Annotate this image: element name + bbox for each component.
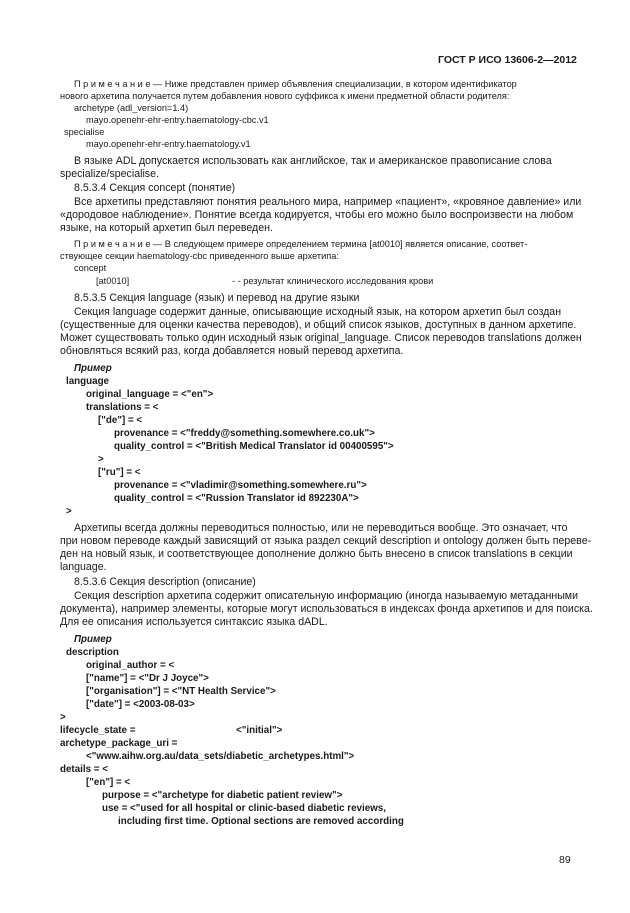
note-label: П р и м е ч а н и е	[74, 239, 151, 249]
code-line: mayo.openehr-ehr-entry.haematology.v1	[86, 139, 251, 149]
paragraph-line: В языке ADL допускается использовать как английское, так и американское правописание слова	[74, 155, 552, 167]
code-line: <"www.aihw.org.au/data_sets/diabetic_archetypes.html">	[86, 751, 355, 762]
page-number: 89	[559, 854, 571, 866]
note-1-line-2: нового архетипа получается путем добавления нового суффикса к имени предметной области родителя:	[60, 91, 510, 101]
standard-header: ГОСТ Р ИСО 13606-2—2012	[438, 54, 577, 66]
code-line: details = <	[60, 764, 108, 775]
paragraph-line: Секция language содержит данные, описывающие исходный язык, на котором архетип был создан	[74, 306, 562, 318]
paragraph-line: Все архетипы представляют понятия реального мира, например «пациент», «кровяное давление» или	[74, 196, 582, 208]
code-line: archetype_package_uri =	[60, 738, 178, 749]
code-line: use = <"used for all hospital or clinic-based diabetic reviews,	[102, 803, 386, 814]
code-line: ["de"] = <	[98, 415, 143, 426]
code-line: purpose = <"archetype for diabetic patient review">	[102, 790, 343, 801]
paragraph-line: обновляться всякий раз, когда добавляется новый перевод архетипа.	[60, 345, 404, 357]
paragraph-line: «дородовое наблюдение». Понятие всегда кодируется, чтобы его можно было воспроизвести на любом	[60, 209, 574, 221]
code-line: language	[66, 376, 110, 387]
section-heading-description: 8.5.3.6 Секция description (описание)	[74, 576, 256, 588]
paragraph-line: Может существовать только один исходный язык original_language. Список переводов translations должен	[60, 332, 582, 344]
code-line: archetype (adl_version=1.4)	[74, 103, 189, 113]
code-line: quality_control = <"Russion Translator id 892230A">	[114, 493, 359, 504]
code-line: original_language = <"en">	[86, 389, 214, 400]
paragraph-line: Для ее описания используется синтаксис языка dADL.	[60, 616, 328, 628]
note-2-line-1: П р и м е ч а н и е — В следующем примере определением термина [at0010] является описание, соответ-	[74, 239, 528, 249]
example-label: Пример	[74, 634, 112, 645]
code-line: description	[66, 647, 119, 658]
section-heading-concept: 8.5.3.4 Секция concept (понятие)	[74, 182, 236, 194]
code-line: provenance = <"freddy@something.somewhere.co.uk">	[114, 428, 375, 439]
code-line: >	[60, 712, 66, 723]
code-line: ["ru"] = <	[98, 467, 141, 478]
note-label: П р и м е ч а н и е	[74, 79, 151, 89]
code-term: [at0010]	[96, 276, 130, 286]
code-line: specialise	[64, 127, 105, 137]
code-term-description: - - результат клинического исследования крови	[232, 276, 434, 286]
note-2-line-2: ствующее секции haematology-cbc приведенного выше архетипа:	[60, 251, 339, 261]
code-line: lifecycle_state =	[60, 725, 136, 736]
note-1-line-1: П р и м е ч а н и е — Ниже представлен пример объявления специализации, в котором идентификатор	[74, 79, 517, 89]
code-line: translations = <	[86, 402, 159, 413]
code-line: ["organisation"] = <"NT Health Service">	[86, 686, 276, 697]
section-heading-language: 8.5.3.5 Секция language (язык) и перевод на другие языки	[74, 292, 360, 304]
paragraph-line: (существенные для оценки качества переводов), и общий список языков, доступных в данном архетипе.	[60, 319, 577, 331]
code-line: >	[98, 454, 104, 465]
code-line: <"initial">	[236, 725, 283, 736]
paragraph-line: Архетипы всегда должны переводиться полностью, или не переводиться вообще. Это означает, что	[74, 522, 568, 534]
code-line: ["name"] = <"Dr J Joyce">	[86, 673, 209, 684]
code-line: quality_control = <"British Medical Translator id 00400595">	[114, 441, 394, 452]
example-label: Пример	[74, 363, 112, 374]
paragraph-line: языке, на который архетип был переведен.	[60, 222, 273, 234]
code-line: concept	[74, 263, 107, 273]
paragraph-line: language.	[60, 561, 107, 573]
code-line: ["en"] = <	[86, 777, 131, 788]
code-line: provenance = <"vladimir@something.somewhere.ru">	[114, 480, 367, 491]
code-line: mayo.openehr-ehr-entry.haematology-cbc.v1	[86, 115, 269, 125]
paragraph-line: при новом переводе каждый зависящий от языка раздел секций description и ontology должен быть переве-	[60, 535, 592, 547]
paragraph-line: документа), например элементы, которые могут использоваться в индексах фонда архетипов и для поиска.	[60, 603, 593, 615]
code-line: including first time. Optional sections are removed according	[118, 816, 404, 827]
code-line: original_author = <	[86, 660, 175, 671]
paragraph-line: ден на новый язык, и соответствующее дополнение должно быть внесено в список translations в секции	[60, 548, 573, 560]
paragraph-line: specialize/specialise.	[60, 168, 159, 180]
code-line: ["date"] = <2003-08-03>	[86, 699, 195, 710]
code-line: >	[66, 506, 72, 517]
paragraph-line: Секция description архетипа содержит описательную информацию (иногда называемую метаданными	[74, 590, 579, 602]
